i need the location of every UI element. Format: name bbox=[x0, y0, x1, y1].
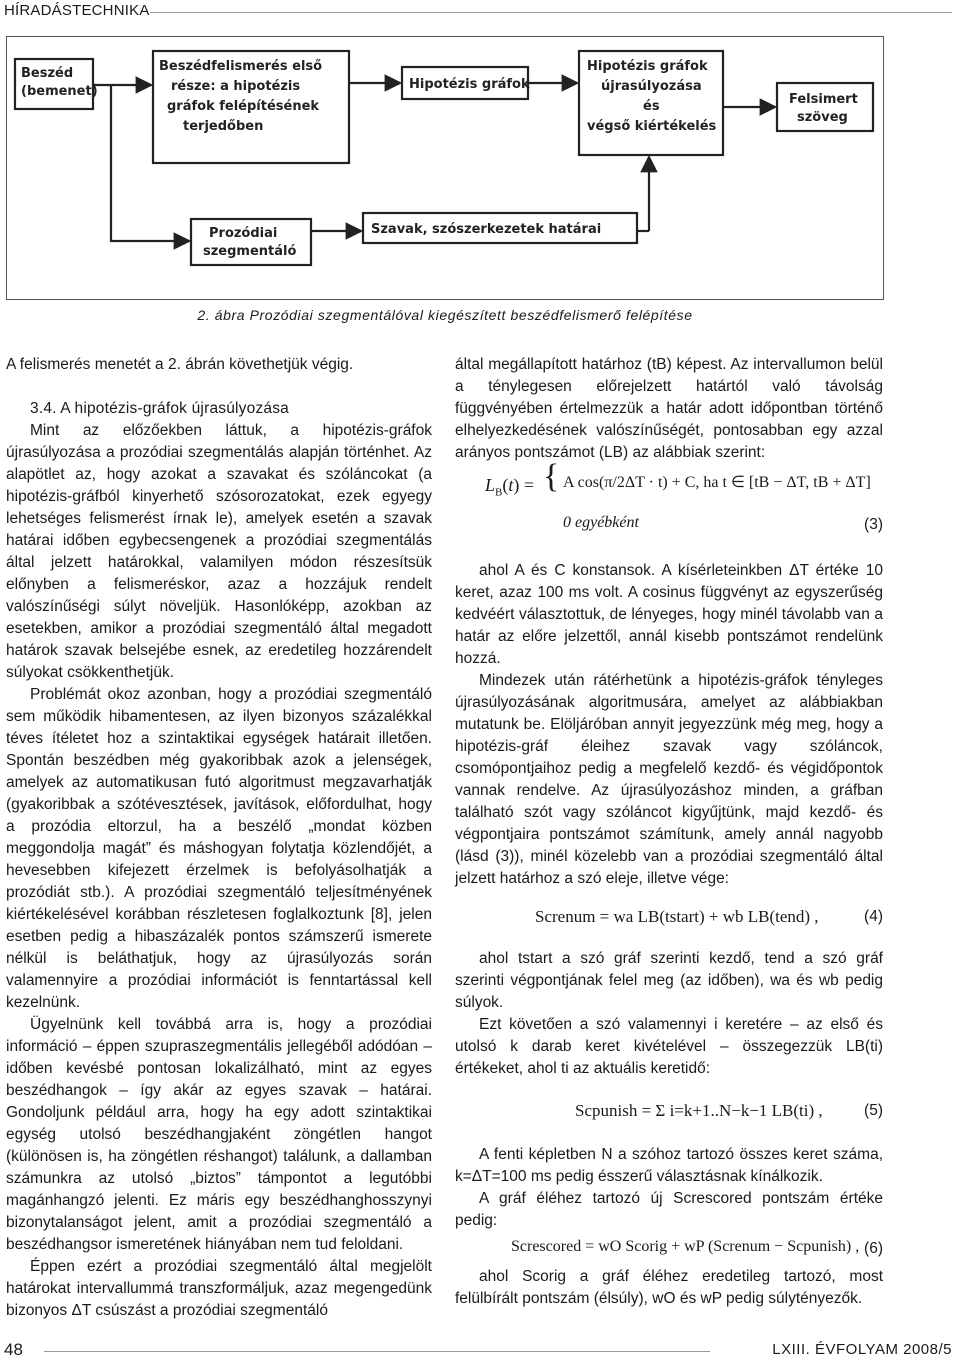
right-paragraph-2: ahol A és C konstansok. A kísérleteinkben ΔT értéke 10 keret, azaz 100 ms volt. A cosinus függvényt az egyszerűség kedvéért választottuk, de lényeges, hogy minél távolabb van a határ az előre jelzettől, annál kisebb pontszámot rendelünk hozzá. bbox=[455, 562, 883, 667]
equation-5-body: Scpunish = Σ i=k+1..N−k−1 LB(ti) , bbox=[575, 1101, 823, 1120]
equation-3-brace: { bbox=[543, 458, 560, 495]
left-paragraph-4: Ügyelnünk kell továbbá arra is, hogy a prozódiai információ – éppen szupraszegmentális jellegéből adódóan – időben kevésbé pontosan lokalizálható, mint az egyes beszédhangok – így akár az egyes szavak – határai. Gondoljunk például arra, hogy ha egy adott szintaktikai egység utolsó beszédhangjaként zöngétlen hangot (különösen is, ha zöngétlen réshangot) találunk, a dallamban számunkra az utolsó „biztos” támpontot a legutóbbi magánhangzó jelenti. Ez máris egy beszédhanghosszynyi bizonytalanságot jelent, amit a prozódiai szegmentáló a beszédhangsor ismeretének hiányában nem tud feloldani. bbox=[6, 1016, 432, 1253]
journal-title: HÍRADÁSTECHNIKA bbox=[4, 2, 150, 19]
equation-3-line2: 0 egyébként bbox=[563, 514, 639, 531]
equation-3-number: (3) bbox=[864, 516, 883, 533]
first-part-line4: terjedőben bbox=[183, 119, 264, 134]
equation-4 bbox=[455, 896, 883, 942]
figure-caption: 2. ábra Prozódiai szegmentálóval kiegészített beszédfelismerő felépítése bbox=[197, 307, 693, 323]
equation-5 bbox=[455, 1086, 883, 1138]
left-column bbox=[6, 354, 432, 1322]
recognized-text-line2: szöveg bbox=[797, 110, 848, 125]
equation-3-lhs: $L_B(t)$ = bbox=[485, 475, 535, 499]
reweighting-line2: újrasúlyozása bbox=[601, 79, 702, 94]
equation-3 bbox=[455, 458, 883, 554]
equation-6 bbox=[455, 1234, 883, 1264]
prosodic-line2: szegmentáló bbox=[203, 244, 297, 259]
left-paragraph-2: Mint az előzőekben láttuk, a hipotézis-gráfok újrasúlyozása a prozódiai szegmentálás alapján történhet. Az alapötlet az, hogy azokat a szavakat és szóláncokat (a hipotézis-gráfból kinyerhető szósorozatokat, ezek egyegy lehetséges felismerést írnak le), amelyek esetén a szavak határai időben egybecsengenek a prozódiai szegmentálás által jelzett határokkal, valamilyen módon részesítsük előnyben a felismeréskor, azaz a hozzájuk rendelt valószínűségi súlyt növeljük. Hasonlóképp, azokban az esetekben, amikor a prozódiai szegmentáló által megadott határok szavak belsejébe esnek, az eredetileg hozzárendelt súlyokat csökkenthetjük. bbox=[6, 422, 432, 681]
first-part-line3: gráfok felépítésének bbox=[167, 99, 320, 114]
prosodic-line1: Prozódiai bbox=[209, 226, 278, 241]
first-part-line2: része: a hipotézis bbox=[171, 79, 301, 94]
right-paragraph-6: A fenti képletben N a szóhoz tartozó összes keret száma, k=ΔT=100 ms pedig ésszerű választásnak kínálkozik. bbox=[455, 1146, 883, 1185]
boundaries-label: Szavak, szószerkezetek határai bbox=[371, 222, 602, 237]
right-paragraph-4: ahol tstart a szó gráf szerinti kezdő, tend a szó gráf szerinti végpontjának felel meg (az időben), wa és wb pedig súlyok. bbox=[455, 950, 883, 1011]
volume-info: LXIII. ÉVFOLYAM 2008/5 bbox=[772, 1341, 952, 1358]
right-paragraph-5: Ezt követően a szó valamennyi i keretére – az első és utolsó k darab keret kivételével – összegezzük LB(ti) értékeket, ahol ti az aktuális keretidő: bbox=[455, 1016, 883, 1077]
reweighting-line1: Hipotézis gráfok bbox=[587, 59, 708, 74]
left-paragraph-1: A felismerés menetét a 2. ábrán követhetjük végig. bbox=[6, 356, 354, 373]
equation-4-body: Screnum = wa LB(tstart) + wb LB(tend) , bbox=[535, 907, 819, 926]
recognized-text-line1: Felsimert bbox=[789, 92, 858, 107]
equation-3-line1: A cos(π/2ΔT · t) + C, ha t ∈ [tB − ΔT, tB + ΔT] bbox=[563, 474, 871, 491]
footer-rule bbox=[44, 1351, 710, 1352]
section-heading: 3.4. A hipotézis-gráfok újrasúlyozása bbox=[30, 400, 289, 417]
left-paragraph-3: Problémát okoz azonban, hogy a prozódiai szegmentáló sem működik hibamentesen, az ilyen bizonyos százalékkal téves ítéletet hoz a szintaktikai egységek határait illetően. Spontán beszédben még gyakoribbak azok a jelenségek, amelyek az automatikusan futó algoritmust megzavarhatják (gyakoribbak a szótévesztések, javítások, előfordulhat, hogy a prozódia eltorzul, ha a beszélő „mondat közben meggondolja magát” és máshogyan folytatja közlendőjét, a hevesebben kifejezett érzelmek is befolyásolhatják a prozódiát stb.). A prozódiai szegmentáló teljesítményének kiértékelésével korábban részletesen foglalkoztunk [8], jelen esetben pedig a hibaszázalék pontos számszerű ismerete nélkül is beláthatjuk, hogy az újrasúlyozás során valamennyire a prozódiai információt is fenntartással kell kezelnünk. bbox=[6, 686, 432, 1011]
right-paragraph-1: által megállapított határhoz (tB) képest. Az intervallumon belül a ténylegesen előrejelzett határtól való távolság függvényében értelmezzük a határ adott időpontban történő elhelyezkedésének valószínűségét, pontosabban egy azzal arányos pontszámot (LB) az alábbiak szerint: bbox=[455, 356, 883, 461]
equation-4-number: (4) bbox=[864, 908, 883, 925]
figure-diagram bbox=[6, 36, 884, 300]
first-part-line1: Beszédfelismerés első bbox=[159, 59, 323, 74]
right-paragraph-7: A gráf éléhez tartozó új Screscored pontszám értéke pedig: bbox=[455, 1190, 883, 1229]
speech-input-line1: Beszéd bbox=[21, 66, 74, 81]
speech-input-line2: (bemenet) bbox=[21, 84, 98, 99]
page-number: 48 bbox=[4, 1340, 23, 1359]
equation-6-number: (6) bbox=[864, 1240, 883, 1257]
right-paragraph-8: ahol Scorig a gráf éléhez eredetileg tartozó, most felülbírált pontszám (élsúly), wO és wP pedig súlytényezők. bbox=[455, 1268, 883, 1307]
hypothesis-graphs-label: Hipotézis gráfok bbox=[409, 77, 530, 92]
reweighting-line4: végső kiértékelés bbox=[587, 119, 717, 134]
header-rule bbox=[150, 12, 952, 13]
equation-5-number: (5) bbox=[864, 1102, 883, 1119]
block-diagram bbox=[7, 37, 885, 301]
right-column bbox=[455, 354, 883, 1310]
right-paragraph-3: Mindezek után rátérhetünk a hipotézis-gráfok tényleges újrasúlyozásának algoritmusára, amelyet az alábbiakban mutatunk be. Elöljáróban annyit jegyezzünk még meg, hogy a hipotézis-gráf éleihez szavak vagy szóláncok, csomópontjaihoz pedig a megfelelő kezdő- és végidőpontok vannak rendelve. Az újrasúlyozáshoz minden, a gráfban található szót vagy szóláncot kigyűjtünk, majd kezdő- és végpontjaira pontszámot számítunk, amely annál nagyobb (lásd (3)), minél közelebb van a prozódiai szegmentáló által jelzett határhoz a szó eleje, illetve vége: bbox=[455, 672, 883, 887]
left-paragraph-5: Éppen ezért a prozódiai szegmentáló által megjelölt határokat intervallummá transzformáljuk, azaz megengedünk bizonyos ΔT csúszást a prozódiai szegmentáló bbox=[6, 1258, 432, 1319]
reweighting-line3: és bbox=[643, 99, 660, 114]
equation-6-body: Screscored = wO Scorig + wP (Screnum − Scpunish) , bbox=[511, 1238, 860, 1255]
